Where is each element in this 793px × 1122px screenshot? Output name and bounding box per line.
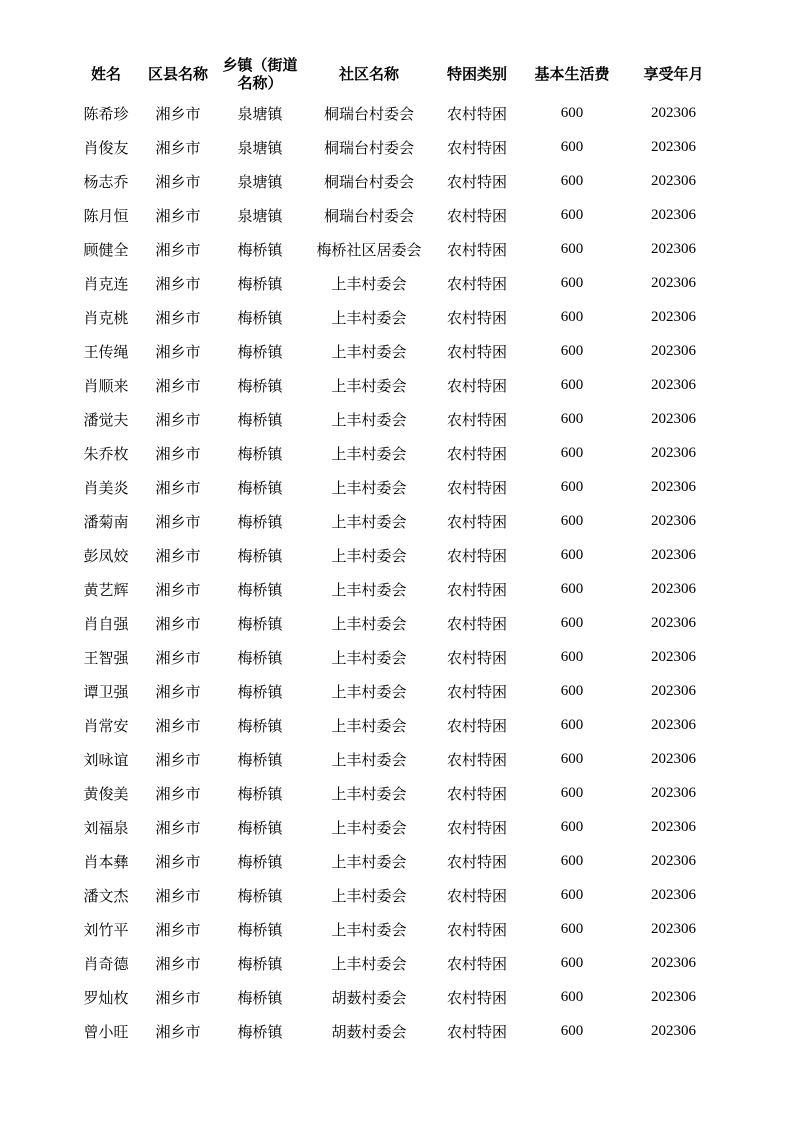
cell-town: 梅桥镇 xyxy=(237,478,283,497)
header-fee: 基本生活费 xyxy=(534,65,610,83)
cell-name: 陈希珍 xyxy=(83,104,129,123)
cell-month: 202306 xyxy=(651,444,696,461)
cell-community: 上丰村委会 xyxy=(331,954,407,973)
cell-county: 湘乡市 xyxy=(155,784,201,803)
cell-fee: 600 xyxy=(560,376,584,393)
cell-month: 202306 xyxy=(651,648,696,665)
cell-county: 湘乡市 xyxy=(155,886,201,905)
cell-community: 上丰村委会 xyxy=(331,852,407,871)
cell-county: 湘乡市 xyxy=(155,376,201,395)
cell-name: 潘文杰 xyxy=(83,886,129,905)
cell-type: 农村特困 xyxy=(446,342,507,361)
cell-county: 湘乡市 xyxy=(155,308,201,327)
cell-month: 202306 xyxy=(651,920,696,937)
cell-name: 肖美炎 xyxy=(83,478,129,497)
cell-county: 湘乡市 xyxy=(155,342,201,361)
cell-county: 湘乡市 xyxy=(155,614,201,633)
table-row xyxy=(70,742,725,776)
cell-type: 农村特困 xyxy=(446,818,507,837)
cell-community: 胡薮村委会 xyxy=(331,1022,407,1041)
cell-name: 肖自强 xyxy=(83,614,129,633)
cell-type: 农村特困 xyxy=(446,410,507,429)
cell-type: 农村特困 xyxy=(446,274,507,293)
cell-month: 202306 xyxy=(651,206,696,223)
cell-community: 上丰村委会 xyxy=(331,784,407,803)
cell-county: 湘乡市 xyxy=(155,240,201,259)
table-row xyxy=(70,912,725,946)
cell-month: 202306 xyxy=(651,104,696,121)
cell-community: 桐瑞台村委会 xyxy=(323,206,414,225)
cell-fee: 600 xyxy=(560,478,584,495)
cell-fee: 600 xyxy=(560,580,584,597)
cell-month: 202306 xyxy=(651,546,696,563)
cell-month: 202306 xyxy=(651,954,696,971)
cell-name: 肖克桃 xyxy=(83,308,129,327)
cell-name: 王智强 xyxy=(83,648,129,667)
cell-fee: 600 xyxy=(560,954,584,971)
cell-county: 湘乡市 xyxy=(155,920,201,939)
cell-type: 农村特困 xyxy=(446,308,507,327)
cell-month: 202306 xyxy=(651,886,696,903)
cell-fee: 600 xyxy=(560,138,584,155)
cell-county: 湘乡市 xyxy=(155,682,201,701)
cell-fee: 600 xyxy=(560,274,584,291)
cell-fee: 600 xyxy=(560,852,584,869)
table-row xyxy=(70,470,725,504)
relief-recipients-table xyxy=(70,52,725,1048)
cell-town: 梅桥镇 xyxy=(237,444,283,463)
cell-name: 曾小旺 xyxy=(83,1022,129,1041)
document-page xyxy=(70,52,725,1048)
cell-county: 湘乡市 xyxy=(155,512,201,531)
cell-type: 农村特困 xyxy=(446,750,507,769)
cell-county: 湘乡市 xyxy=(155,852,201,871)
cell-county: 湘乡市 xyxy=(155,206,201,225)
cell-town: 梅桥镇 xyxy=(237,376,283,395)
cell-type: 农村特困 xyxy=(446,682,507,701)
cell-county: 湘乡市 xyxy=(155,750,201,769)
table-row xyxy=(70,776,725,810)
cell-county: 湘乡市 xyxy=(155,104,201,123)
cell-county: 湘乡市 xyxy=(155,546,201,565)
cell-town: 梅桥镇 xyxy=(237,818,283,837)
cell-name: 刘咏谊 xyxy=(83,750,129,769)
cell-name: 彭凤姣 xyxy=(83,546,129,565)
cell-month: 202306 xyxy=(651,1022,696,1039)
cell-county: 湘乡市 xyxy=(155,580,201,599)
table-row xyxy=(70,708,725,742)
cell-month: 202306 xyxy=(651,784,696,801)
cell-name: 刘福泉 xyxy=(83,818,129,837)
cell-name: 刘竹平 xyxy=(83,920,129,939)
cell-town: 梅桥镇 xyxy=(237,886,283,905)
cell-type: 农村特困 xyxy=(446,852,507,871)
cell-fee: 600 xyxy=(560,614,584,631)
cell-town: 梅桥镇 xyxy=(237,920,283,939)
cell-community: 梅桥社区居委会 xyxy=(316,240,422,259)
cell-type: 农村特困 xyxy=(446,648,507,667)
cell-county: 湘乡市 xyxy=(155,274,201,293)
cell-community: 上丰村委会 xyxy=(331,274,407,293)
table-row xyxy=(70,674,725,708)
cell-type: 农村特困 xyxy=(446,206,507,225)
cell-town: 泉塘镇 xyxy=(237,104,283,123)
cell-type: 农村特困 xyxy=(446,240,507,259)
cell-community: 上丰村委会 xyxy=(331,716,407,735)
table-row xyxy=(70,640,725,674)
cell-community: 上丰村委会 xyxy=(331,648,407,667)
header-month: 享受年月 xyxy=(643,65,704,83)
cell-community: 上丰村委会 xyxy=(331,750,407,769)
cell-name: 肖顺来 xyxy=(83,376,129,395)
table-body xyxy=(70,96,725,1048)
cell-community: 上丰村委会 xyxy=(331,512,407,531)
cell-town: 泉塘镇 xyxy=(237,172,283,191)
cell-town: 梅桥镇 xyxy=(237,954,283,973)
cell-fee: 600 xyxy=(560,682,584,699)
cell-month: 202306 xyxy=(651,512,696,529)
cell-month: 202306 xyxy=(651,750,696,767)
cell-name: 朱乔枚 xyxy=(83,444,129,463)
cell-town: 梅桥镇 xyxy=(237,648,283,667)
cell-name: 罗灿枚 xyxy=(83,988,129,1007)
cell-community: 上丰村委会 xyxy=(331,682,407,701)
cell-month: 202306 xyxy=(651,274,696,291)
cell-type: 农村特困 xyxy=(446,546,507,565)
table-row xyxy=(70,164,725,198)
cell-name: 黄艺辉 xyxy=(83,580,129,599)
table-row xyxy=(70,300,725,334)
cell-community: 桐瑞台村委会 xyxy=(323,172,414,191)
header-type: 特困类别 xyxy=(446,65,507,83)
table-row xyxy=(70,96,725,130)
cell-county: 湘乡市 xyxy=(155,410,201,429)
cell-county: 湘乡市 xyxy=(155,172,201,191)
cell-month: 202306 xyxy=(651,376,696,393)
cell-community: 桐瑞台村委会 xyxy=(323,138,414,157)
cell-type: 农村特困 xyxy=(446,716,507,735)
cell-name: 谭卫强 xyxy=(83,682,129,701)
cell-month: 202306 xyxy=(651,342,696,359)
table-row xyxy=(70,436,725,470)
cell-fee: 600 xyxy=(560,988,584,1005)
cell-month: 202306 xyxy=(651,478,696,495)
cell-town: 梅桥镇 xyxy=(237,580,283,599)
table-row xyxy=(70,334,725,368)
cell-name: 王传绳 xyxy=(83,342,129,361)
cell-fee: 600 xyxy=(560,512,584,529)
cell-county: 湘乡市 xyxy=(155,478,201,497)
cell-type: 农村特困 xyxy=(446,478,507,497)
header-town-line-1: 乡镇（街道 xyxy=(222,56,298,74)
cell-community: 上丰村委会 xyxy=(331,818,407,837)
cell-community: 上丰村委会 xyxy=(331,920,407,939)
cell-month: 202306 xyxy=(651,172,696,189)
cell-town: 梅桥镇 xyxy=(237,512,283,531)
cell-type: 农村特困 xyxy=(446,104,507,123)
cell-name: 肖常安 xyxy=(83,716,129,735)
table-row xyxy=(70,810,725,844)
cell-community: 胡薮村委会 xyxy=(331,988,407,1007)
cell-town: 梅桥镇 xyxy=(237,308,283,327)
table-row xyxy=(70,130,725,164)
cell-month: 202306 xyxy=(651,852,696,869)
cell-fee: 600 xyxy=(560,172,584,189)
cell-community: 上丰村委会 xyxy=(331,580,407,599)
cell-county: 湘乡市 xyxy=(155,818,201,837)
cell-type: 农村特困 xyxy=(446,988,507,1007)
cell-fee: 600 xyxy=(560,818,584,835)
cell-fee: 600 xyxy=(560,342,584,359)
table-row xyxy=(70,504,725,538)
table-row xyxy=(70,946,725,980)
cell-town: 泉塘镇 xyxy=(237,138,283,157)
cell-town: 梅桥镇 xyxy=(237,240,283,259)
cell-fee: 600 xyxy=(560,784,584,801)
cell-type: 农村特困 xyxy=(446,512,507,531)
cell-type: 农村特困 xyxy=(446,954,507,973)
cell-town: 梅桥镇 xyxy=(237,682,283,701)
cell-community: 上丰村委会 xyxy=(331,342,407,361)
cell-county: 湘乡市 xyxy=(155,988,201,1007)
cell-type: 农村特困 xyxy=(446,920,507,939)
cell-town: 泉塘镇 xyxy=(237,206,283,225)
cell-name: 肖奇德 xyxy=(83,954,129,973)
cell-type: 农村特困 xyxy=(446,444,507,463)
cell-type: 农村特困 xyxy=(446,784,507,803)
cell-fee: 600 xyxy=(560,716,584,733)
cell-community: 上丰村委会 xyxy=(331,308,407,327)
cell-type: 农村特困 xyxy=(446,1022,507,1041)
cell-month: 202306 xyxy=(651,682,696,699)
cell-month: 202306 xyxy=(651,240,696,257)
cell-type: 农村特困 xyxy=(446,376,507,395)
cell-month: 202306 xyxy=(651,580,696,597)
cell-town: 梅桥镇 xyxy=(237,274,283,293)
table-row xyxy=(70,538,725,572)
cell-community: 上丰村委会 xyxy=(331,444,407,463)
table-row xyxy=(70,844,725,878)
cell-month: 202306 xyxy=(651,716,696,733)
header-name: 姓名 xyxy=(90,65,121,83)
cell-name: 杨志乔 xyxy=(83,172,129,191)
cell-type: 农村特困 xyxy=(446,138,507,157)
cell-fee: 600 xyxy=(560,1022,584,1039)
cell-fee: 600 xyxy=(560,104,584,121)
cell-county: 湘乡市 xyxy=(155,1022,201,1041)
cell-month: 202306 xyxy=(651,138,696,155)
table-row xyxy=(70,232,725,266)
cell-town: 梅桥镇 xyxy=(237,784,283,803)
cell-county: 湘乡市 xyxy=(155,138,201,157)
cell-community: 上丰村委会 xyxy=(331,410,407,429)
table-row xyxy=(70,368,725,402)
cell-name: 潘菊南 xyxy=(83,512,129,531)
cell-fee: 600 xyxy=(560,648,584,665)
cell-name: 肖本彝 xyxy=(83,852,129,871)
cell-name: 肖俊友 xyxy=(83,138,129,157)
cell-type: 农村特困 xyxy=(446,886,507,905)
cell-type: 农村特困 xyxy=(446,172,507,191)
cell-town: 梅桥镇 xyxy=(237,342,283,361)
header-community: 社区名称 xyxy=(338,65,399,83)
cell-town: 梅桥镇 xyxy=(237,988,283,1007)
cell-name: 陈月恒 xyxy=(83,206,129,225)
cell-county: 湘乡市 xyxy=(155,648,201,667)
cell-fee: 600 xyxy=(560,410,584,427)
table-header-row xyxy=(70,52,725,96)
cell-type: 农村特困 xyxy=(446,580,507,599)
cell-month: 202306 xyxy=(651,308,696,325)
cell-name: 黄俊美 xyxy=(83,784,129,803)
cell-community: 上丰村委会 xyxy=(331,478,407,497)
header-county: 区县名称 xyxy=(147,65,208,83)
cell-month: 202306 xyxy=(651,988,696,1005)
table-row xyxy=(70,980,725,1014)
cell-fee: 600 xyxy=(560,240,584,257)
table-row xyxy=(70,606,725,640)
cell-town: 梅桥镇 xyxy=(237,1022,283,1041)
cell-month: 202306 xyxy=(651,410,696,427)
cell-county: 湘乡市 xyxy=(155,954,201,973)
cell-community: 桐瑞台村委会 xyxy=(323,104,414,123)
cell-fee: 600 xyxy=(560,750,584,767)
table-row xyxy=(70,572,725,606)
table-row xyxy=(70,402,725,436)
cell-town: 梅桥镇 xyxy=(237,614,283,633)
cell-fee: 600 xyxy=(560,444,584,461)
cell-town: 梅桥镇 xyxy=(237,546,283,565)
header-town xyxy=(214,52,306,96)
cell-fee: 600 xyxy=(560,886,584,903)
cell-town: 梅桥镇 xyxy=(237,852,283,871)
table-row xyxy=(70,1014,725,1048)
cell-town: 梅桥镇 xyxy=(237,410,283,429)
cell-month: 202306 xyxy=(651,818,696,835)
cell-town: 梅桥镇 xyxy=(237,750,283,769)
table-row xyxy=(70,198,725,232)
cell-fee: 600 xyxy=(560,206,584,223)
cell-town: 梅桥镇 xyxy=(237,716,283,735)
cell-fee: 600 xyxy=(560,546,584,563)
cell-name: 潘觉夫 xyxy=(83,410,129,429)
table-row xyxy=(70,266,725,300)
cell-type: 农村特困 xyxy=(446,614,507,633)
cell-community: 上丰村委会 xyxy=(331,546,407,565)
cell-fee: 600 xyxy=(560,308,584,325)
cell-county: 湘乡市 xyxy=(155,716,201,735)
cell-community: 上丰村委会 xyxy=(331,614,407,633)
header-town-line-2: 名称） xyxy=(237,74,283,92)
table-row xyxy=(70,878,725,912)
cell-community: 上丰村委会 xyxy=(331,376,407,395)
cell-month: 202306 xyxy=(651,614,696,631)
cell-community: 上丰村委会 xyxy=(331,886,407,905)
cell-fee: 600 xyxy=(560,920,584,937)
cell-name: 肖克连 xyxy=(83,274,129,293)
cell-name: 顾健全 xyxy=(83,240,129,259)
cell-county: 湘乡市 xyxy=(155,444,201,463)
